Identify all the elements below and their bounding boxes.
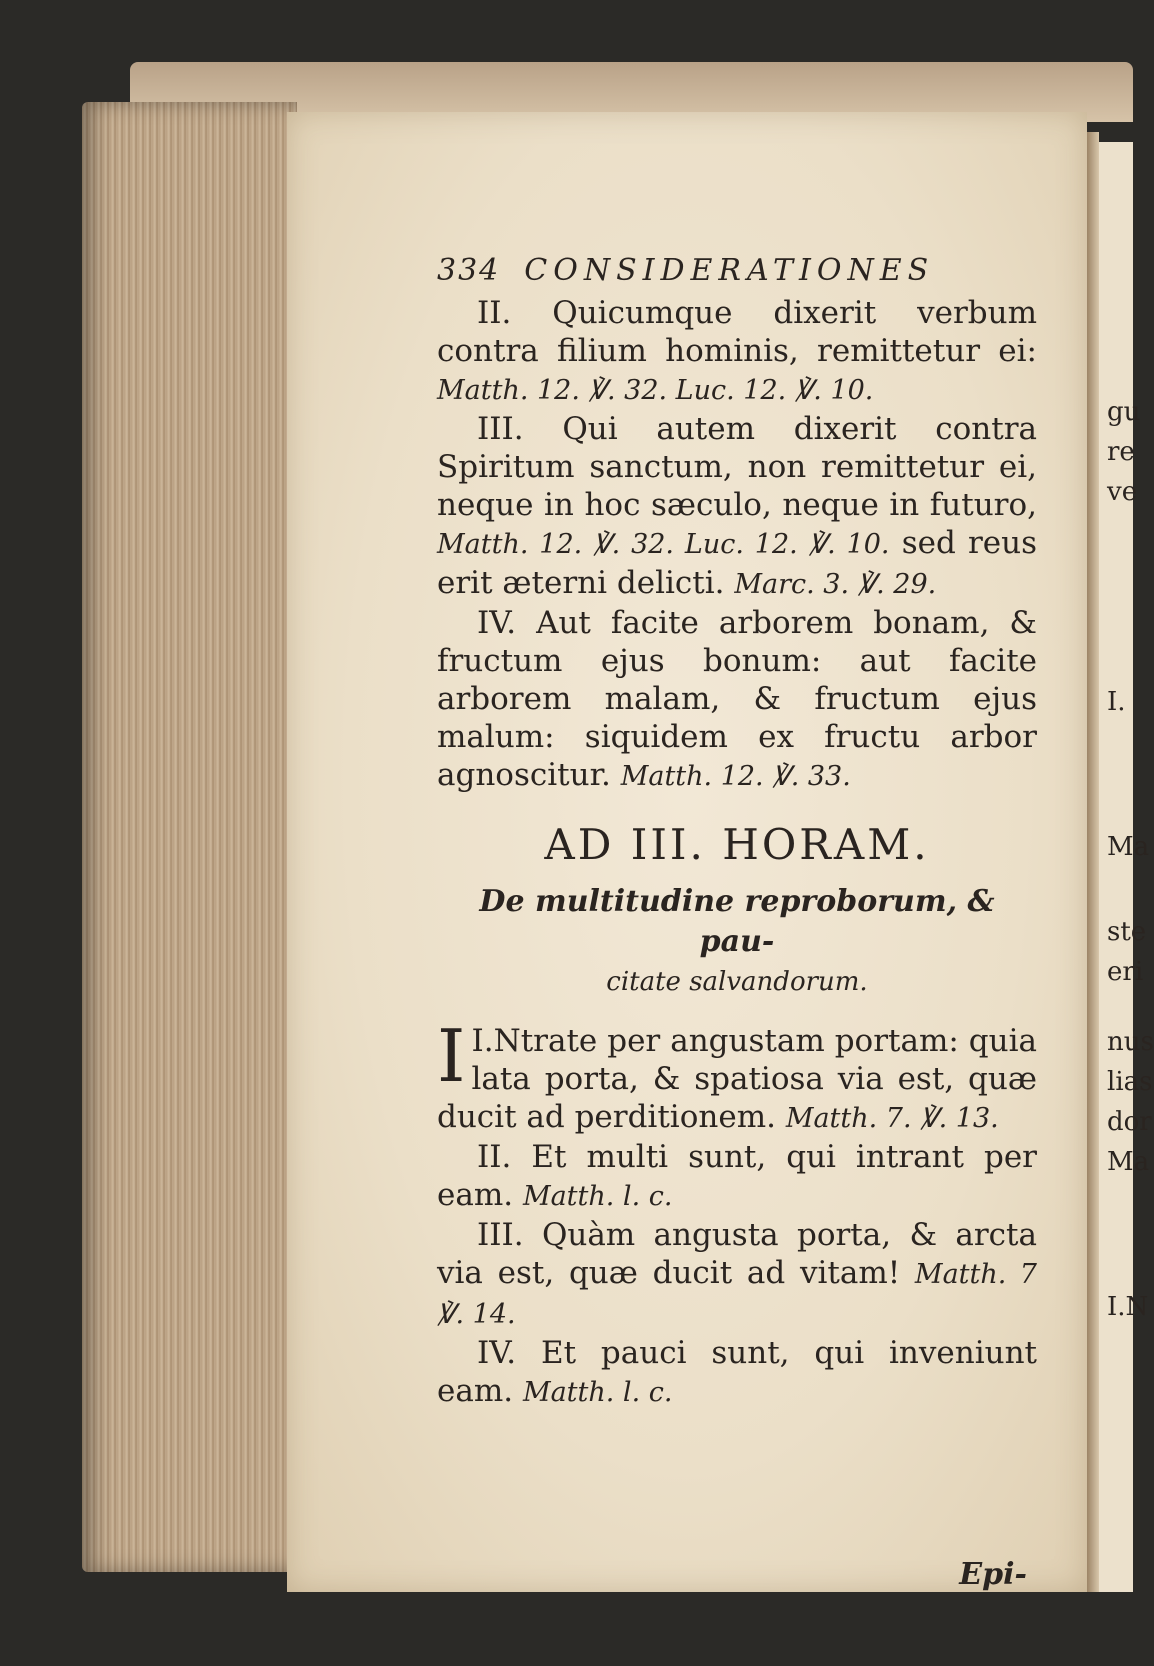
verse-reference: Matth. 12. ℣. 32. Luc. 12. ℣. 10.: [437, 529, 890, 560]
verse-reference: Matth. 12. ℣. 32. Luc. 12. ℣. 10.: [437, 375, 874, 406]
fragment-text: ste: [1107, 917, 1147, 947]
verse-number: IV.: [477, 605, 517, 641]
fragment-text: ve: [1107, 477, 1138, 507]
verse-reference: Matth. 7 ℣. 14.: [437, 1259, 1037, 1330]
fragment-text: re: [1107, 437, 1135, 467]
catchword: Epi-: [959, 1557, 1027, 1592]
paragraph-ii: [437, 294, 1037, 410]
fragment-text: Ma: [1107, 832, 1150, 862]
verse-number: II.: [477, 295, 512, 331]
verse-reference: Matth. l. c.: [522, 1181, 673, 1212]
fragment-text: Ma: [1107, 1147, 1150, 1177]
verse-reference-2: Marc. 3. ℣. 29.: [734, 569, 937, 600]
paragraph-i: [437, 1014, 1037, 1138]
subheading-line-2: citate salvandorum.: [606, 967, 868, 997]
book: [82, 62, 1154, 1612]
verse-number: II.: [477, 1139, 512, 1175]
verse-text: Qui autem dixerit contra Spiritum sanctum, non remittetur ei, neque in hoc sæculo, neque in futuro,: [437, 411, 1037, 523]
paragraph-ii-b: [437, 1138, 1037, 1216]
running-header: [437, 252, 1037, 290]
right-page-fragment: [1099, 142, 1154, 1592]
book-gutter: [1087, 132, 1099, 1592]
drop-cap: I: [437, 1014, 466, 1098]
fragment-text: I.: [1107, 687, 1126, 717]
verse-number: I.: [471, 1023, 494, 1059]
verse-reference: Matth. 12. ℣. 33.: [620, 761, 851, 792]
fragment-text: eri: [1107, 957, 1144, 987]
verse-number: IV.: [477, 1335, 517, 1371]
page-edges: [82, 102, 297, 1572]
fragment-text: dor: [1107, 1107, 1152, 1137]
running-title: CONSIDERATIONES: [524, 253, 935, 288]
left-page: [287, 112, 1087, 1592]
verse-text: Et pauci sunt, qui inveniunt eam.: [437, 1335, 1038, 1409]
verse-text: Quicumque dixerit verbum contra filium hominis, remittetur ei:: [437, 295, 1037, 369]
verse-text: Et multi sunt, qui intrant per eam.: [437, 1139, 1037, 1213]
fragment-text: gu: [1107, 397, 1141, 427]
verse-reference: Matth. l. c.: [522, 1377, 673, 1408]
fragment-text: nus: [1107, 1027, 1154, 1057]
verse-text: Quàm angusta porta, & arcta via est, quæ ducit ad vitam!: [437, 1217, 1037, 1291]
verse-number: III.: [477, 411, 524, 447]
section-subheading: [437, 882, 1037, 1002]
verse-text-continued: sed reus erit æterni delicti.: [437, 525, 1037, 601]
paragraph-iv-b: [437, 1334, 1037, 1412]
page-text: [437, 252, 1037, 1412]
section-heading: AD III. HORAM.: [544, 820, 930, 869]
verse-text: Ntrate per angustam portam: quia lata porta, & spatiosa via est, quæ ducit ad perditionem.: [437, 1023, 1037, 1135]
paragraph-iv: [437, 604, 1037, 796]
verse-reference: Matth. 7. ℣. 13.: [785, 1103, 999, 1134]
verse-number: III.: [477, 1217, 524, 1253]
paragraph-iii: [437, 410, 1037, 604]
subheading-line-1: De multitudine reproborum, & pau-: [479, 884, 995, 959]
verse-text: Aut facite arborem bonam, & fructum ejus bonum: aut facite arborem malam, & fructum ejus malum: siquidem ex fructu arbor agnoscitur.: [437, 605, 1037, 793]
paragraph-iii-b: [437, 1216, 1037, 1334]
fragment-text: I.N: [1107, 1292, 1149, 1322]
page-number: 334: [437, 253, 501, 288]
fragment-text: lias: [1107, 1067, 1153, 1097]
